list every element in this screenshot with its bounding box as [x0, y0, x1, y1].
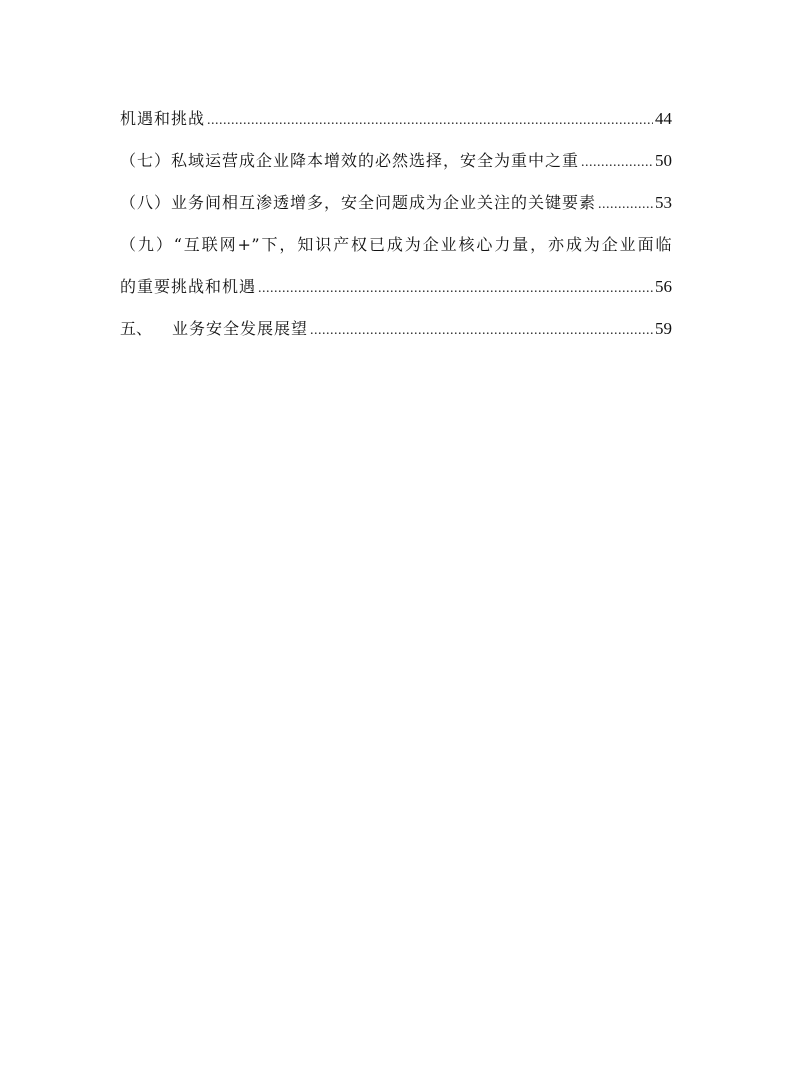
toc-page-number: 50	[655, 151, 672, 170]
toc-section-number: 五、	[120, 319, 153, 338]
toc-entry-title: 业务安全发展展望	[172, 319, 309, 338]
dot-leader	[581, 142, 653, 184]
table-of-contents	[120, 98, 672, 350]
toc-entry-title: （九）“互联网+”下，知识产权已成为企业核心力量，亦成为企业面临	[120, 235, 672, 254]
dot-leader	[598, 184, 653, 226]
toc-section-entry[interactable]	[120, 308, 672, 350]
toc-entry-title-continued: 的重要挑战和机遇	[120, 277, 257, 296]
dot-leader	[258, 268, 653, 310]
toc-page-number: 59	[655, 319, 672, 338]
toc-entry-title: 机遇和挑战	[120, 109, 206, 128]
toc-page-number: 56	[655, 277, 672, 296]
dot-leader	[310, 310, 653, 352]
dot-leader	[207, 100, 653, 142]
toc-entry[interactable]	[120, 98, 672, 140]
toc-entry-title: （七）私域运营成企业降本增效的必然选择，安全为重中之重	[120, 151, 580, 170]
toc-entry[interactable]	[120, 140, 672, 182]
toc-page-number: 53	[655, 193, 672, 212]
toc-entry-title: （八）业务间相互渗透增多，安全问题成为企业关注的关键要素	[120, 193, 597, 212]
toc-entry[interactable]	[120, 182, 672, 224]
toc-page-number: 44	[655, 109, 672, 128]
toc-entry-line-2[interactable]	[120, 266, 672, 308]
toc-entry-line-1[interactable]	[120, 224, 672, 266]
